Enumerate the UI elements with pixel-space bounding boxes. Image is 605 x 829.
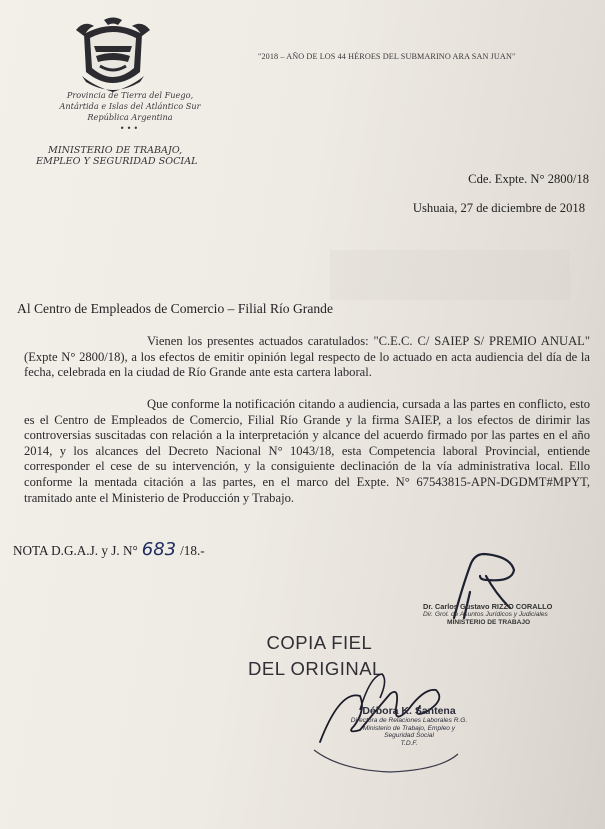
certified-copy-stamp [248,630,383,682]
signer-2-role-line: Seguridad Social [384,732,434,740]
ornament-dots: ••• [119,123,141,133]
provincial-crest-icon [74,16,152,96]
government-line: República Argentina [87,112,173,122]
signer-1-title: Dir. Grol. de Asuntos Jurídicos y Judiciales [423,611,548,618]
addressee-line: Al Centro de Empleados de Comercio – Filial Río Grande [17,301,333,316]
signer-1-name: Dr. Carlos Gustavo RIZZO CORALLO [423,602,553,611]
stamp-line-2: DEL ORIGINAL [248,658,383,679]
bleed-through-shadow [330,250,570,300]
signer-2-role-line: Directora de Relaciones Laborales R.G. [350,717,468,724]
government-line: Antártida e Islas del Atlántico Sur [59,101,201,111]
year-motto: "2018 – AÑO DE LOS 44 HÉROES DEL SUBMARINO ARA SAN JUAN" [258,52,516,61]
signer-2-role-line: Ministerio de Trabajo, Empleo y [362,724,456,732]
signer-2-name: Débora K. Santena [362,705,456,717]
signer-2-block [334,705,484,747]
stamp-line-1: COPIA FIEL [266,632,373,653]
ministry-line: MINISTERIO DE TRABAJO, [48,145,183,156]
nota-number [13,539,205,560]
government-heading [30,90,230,134]
signer-1-block [423,603,552,627]
nota-suffix: /18.- [180,543,205,558]
government-line: Provincia de Tierra del Fuego, [66,90,194,100]
body-paragraph-2: Que conforme la notificación citando a audiencia, cursada a las partes en conflicto, esto es el Centro de Empleados de Comercio, Filial Río Grande y la firma SAIEP, a los efectos de dirimir las controversias suscitadas con relación a la interpretación y alcance del acuerdo firmado por las partes en el año 2014, y los alcances del Decreto Nacional N° 1043/18, esta Competencia laboral Provincial, entiende corresponder el cese de su intervención, y la consiguiente declinación de la vía administrativa local. Ello conforme la mentada citación a las partes, en el marco del Expte. N° 67543815-APN-DGDMT#MPYT, tramitado ante el Ministerio de Producción y Trabajo. [24,397,590,505]
ministry-line: EMPLEO Y SEGURIDAD SOCIAL [36,156,198,167]
ministry-heading [36,145,198,167]
body-paragraph-1: Vienen los presentes actuados caratulados: "C.E.C. C/ SAIEP S/ PREMIO ANUAL" (Expte N° 2800/18), a los efectos de emitir opinión legal respecto de lo actuado en acta audiencia del día de la fecha, celebrada en la ciudad de Río Grande ante esta cartera laboral. [24,334,590,380]
signer-2-role-line: T.D.F. [400,739,418,747]
nota-handwritten-number: 683 [141,539,177,560]
place-and-date: Ushuaia, 27 de diciembre de 2018 [412,201,585,215]
expediente-reference: Cde. Expte. N° 2800/18 [468,172,589,186]
nota-prefix: NOTA D.G.A.J. y J. N° [13,543,138,558]
signer-1-organization: MINISTERIO DE TRABAJO [447,619,531,626]
